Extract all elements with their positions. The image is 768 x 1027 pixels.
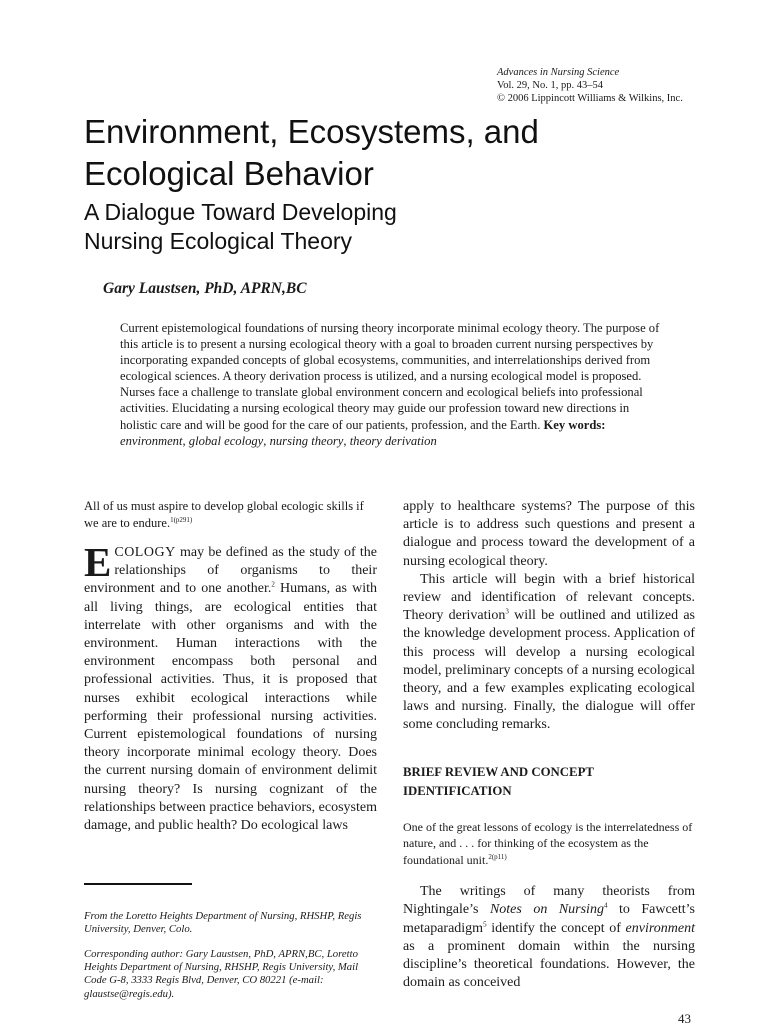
section-heading: BRIEF REVIEW AND CONCEPT IDENTIFICATION — [403, 764, 594, 798]
page-number: 43 — [678, 1011, 691, 1026]
title-line-2: Ecological Behavior — [84, 155, 374, 192]
author-name: Gary Laustsen, PhD, APRN,BC — [103, 280, 307, 297]
keyword-sep: , — [343, 433, 350, 448]
drop-cap: E — [84, 539, 112, 585]
keywords-label: Key words: — [543, 417, 606, 432]
journal-name: Advances in Nursing Science — [497, 67, 620, 78]
journal-volume: Vol. 29, No. 1, pp. 43–54 — [497, 80, 603, 91]
emphasized-term: environment — [625, 920, 695, 936]
right-column — [403, 498, 695, 992]
quote-reference: 2(p11) — [488, 852, 507, 861]
keyword: theory derivation — [349, 433, 437, 448]
small-caps-lead: COLOGY — [114, 545, 176, 560]
title-line-1: Environment, Ecosystems, and — [84, 113, 539, 150]
abstract — [120, 320, 660, 449]
epigraph: All of us must aspire to develop global ecologic skills if we are to endure.$^{1(p291)}$ — [84, 499, 364, 530]
subtitle-line-1: A Dialogue Toward Developing — [84, 199, 397, 225]
paragraph: This article will begin with a brief historical review and identification of relevant concepts. Theory derivation$^3$ will be outlined and utilized as the knowledge development process. Application of this process will develop a nursing ecological model, preliminary concepts of a nursing ecological theory, and a few examples explicating ecological laws and nursing. Finally, the dialogue will offer some concluding remarks. — [403, 571, 695, 733]
keyword: environment — [120, 433, 183, 448]
reference-marker: 4 — [603, 901, 608, 910]
section-quote: One of the great lessons of ecology is the interrelatedness of nature, and . . . for thinking of the ecosystem as the foundational unit.$^{2(p11)}$ — [403, 819, 693, 867]
correspondence-footnote: Corresponding author: Gary Laustsen, PhD, APRN,BC, Loretto Heights Department of Nursing, RHSHP, Regis University, Mail Code G-8, 3333 Regis Blvd, Denver, CO 80221 (e-mail: glaustse@regis.edu). — [84, 948, 359, 1000]
footnote-rule — [84, 883, 192, 885]
left-column — [84, 498, 377, 835]
journal-info — [497, 66, 747, 105]
reference-marker: 2 — [271, 580, 275, 589]
article-title — [84, 111, 724, 195]
reference-marker: 5 — [483, 919, 487, 928]
affiliation-footnote: From the Loretto Heights Department of Nursing, RHSHP, Regis University, Denver, Colo. — [84, 910, 362, 936]
paragraph: The writings of many theorists from Nightingale’s Notes on Nursing$^4$ to Fawcett’s metaparadigm$^5$ identify the concept of environment as a prominent domain within the nursing discipline’s theoretical foundations. However, the domain as conceived — [403, 884, 695, 991]
subtitle-line-2: Nursing Ecological Theory — [84, 228, 353, 254]
article-subtitle — [84, 198, 684, 256]
keyword-sep: , — [182, 433, 189, 448]
journal-copyright: © 2006 Lippincott Williams & Wilkins, Inc. — [497, 93, 683, 104]
intro-paragraph: ECOLOGY may be defined as the study of the relationships of organisms to their environment and to one another.$^2$ Humans, as with all living things, are ecological entities that interrelate with other organisms and with the environment. Human interactions with the environment encompass both personal and professional activities. Thus, it is proposed that nurses exhibit ecological interactions while performing their professional nursing activities. Current epistemological foundations of nursing theory incorporate minimal ecology theory. Does the current nursing domain of environment delimit nursing theory? Is nursing cognizant of the relationships between practice behaviors, ecosystem damage, and public health? Do ecological laws — [84, 539, 377, 834]
paragraph: apply to healthcare systems? The purpose of this article is to address such questions and present a dialogue and process toward the development of a nursing ecological theory. — [403, 499, 695, 569]
keyword-sep: , — [263, 433, 270, 448]
epigraph-reference: 1(p291) — [170, 515, 193, 524]
abstract-text: Current epistemological foundations of nursing theory incorporate minimal ecology theory. The purpose of this article is to present a nursing ecological theory with a goal to broaden current nursing perspectives by incorporating expanded concepts of global ecosystems, communities, and interrelationships derived from ecological sciences. A theory derivation process is utilized, and a nursing ecological model is proposed. Nurses face a challenge to translate global environment concern and ecological beliefs into professional activities. Elucidating a nursing ecological theory may guide our profession toward new directions in holistic care and will be good for the care of our patients, profession, and the Earth. — [120, 321, 660, 432]
book-title: Notes on Nursing — [489, 902, 604, 918]
keyword: global ecology — [188, 433, 264, 448]
reference-marker: 3 — [505, 607, 509, 616]
keyword: nursing theory — [269, 433, 344, 448]
